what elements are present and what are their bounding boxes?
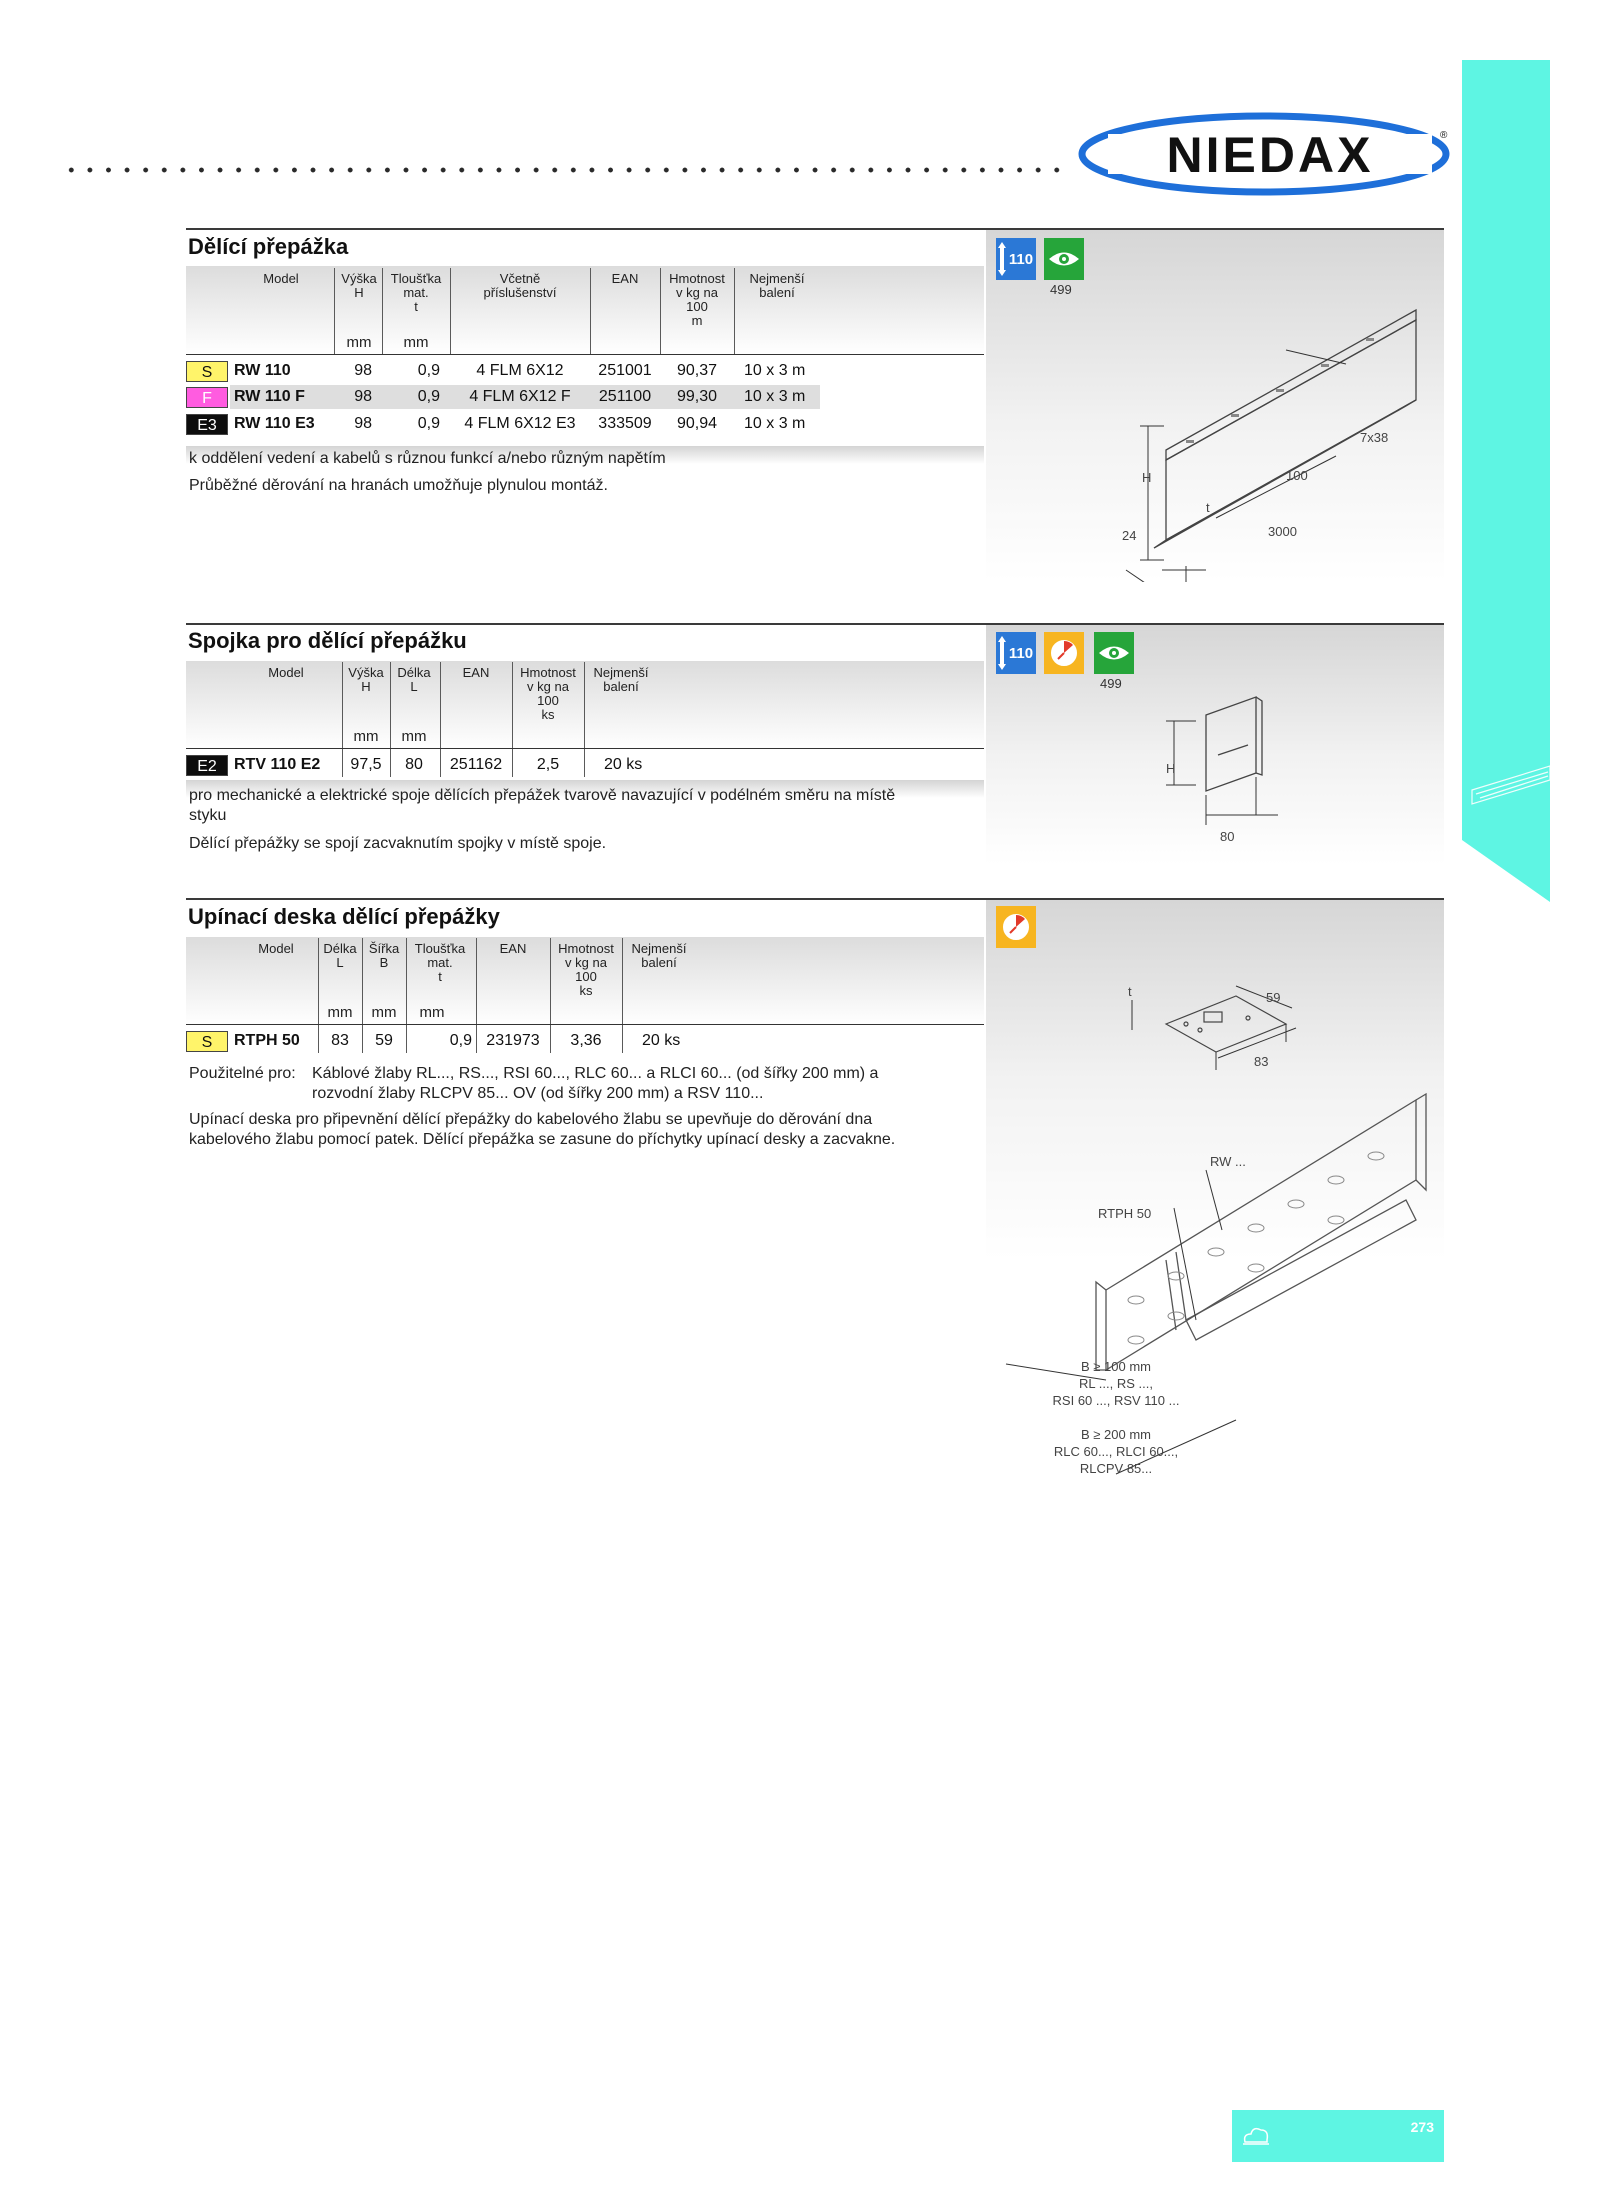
col-separator [590,268,591,354]
col-separator [584,662,585,777]
badge-e2: E2 [186,755,228,776]
dim-width: 100 [1286,468,1308,483]
col-separator [550,938,551,1053]
col-separator [512,662,513,777]
col-t: Tloušťka mat. t [414,941,466,984]
col-separator [476,938,477,1053]
svg-text:®: ® [1440,130,1448,141]
section-title: Spojka pro dělící přepážku [188,628,467,653]
product-drawing-panel [986,900,1444,1500]
col-h: Výška H [348,665,384,694]
col-separator [318,938,319,1053]
col-weight: Hmotnost v kg na 100 m [669,271,725,328]
col-separator [390,662,391,777]
usage-label: Použitelné pro: [189,1065,296,1082]
side-tab [1462,60,1550,902]
page-number-box [1232,2110,1444,2162]
svg-text:110: 110 [1008,645,1034,662]
dim-height: H [1166,761,1176,776]
col-pack: Nejmenší balení [631,941,687,970]
col-separator [406,938,407,1053]
label-b200: B ≥ 200 mm RLC 60..., RLCI 60..., RLCPV 85... [1053,1427,1179,1476]
col-separator [450,268,451,354]
dim-width: 59 [1266,990,1281,1005]
col-h: Výška H [341,271,377,300]
icon-label: 499 [1050,282,1072,297]
section-title: Dělící přepážka [188,234,349,259]
col-accessories: Včetně příslušenství [483,271,557,300]
col-ean: EAN [499,941,527,956]
note-text: kabelového žlabu pomocí patek. Dělící přepážka se zasune do příchytky upínací desky a zacvakne. [189,1131,896,1148]
note-text: styku [189,807,227,824]
dim-thickness: t [1128,984,1132,999]
label-b100: B ≥ 100 mm RL ..., RS ..., RSI 60 ..., RSV 110 ... [1052,1359,1180,1408]
svg-text:110: 110 [1008,251,1034,268]
unit-l: mm [327,1004,353,1021]
col-weight: Hmotnost v kg na 100 ks [520,665,576,722]
note-text: Upínací deska pro připevnění dělící přepážky do kabelového žlabu se upevňuje do děrování dna [189,1111,873,1128]
unit-h: mm [346,334,372,351]
dim-length: 83 [1254,1054,1269,1069]
clock-icon [1044,632,1084,674]
page-number: 273 [1410,2119,1434,2135]
unit-b: mm [371,1004,397,1021]
col-pack: Nejmenší balení [593,665,649,694]
usage-text: rozvodní žlaby RLCPV 85... OV (od šířky 200 mm) a RSV 110... [312,1085,764,1102]
usage-text: Káblové žlaby RL..., RS..., RSI 60..., RLC 60... a RLCI 60... (od šířky 200 mm) a [312,1065,879,1082]
col-ean: EAN [611,271,639,286]
cloud-icon [1241,2122,1271,2148]
dim-perforation: 7x38 [1360,430,1389,445]
col-t: Tloušťka mat. t [390,271,442,314]
col-l: Délka L [323,941,357,970]
table-rule [186,1024,984,1025]
note-text: k oddělení vedení a kabelů s různou funkcí a/nebo různým napětím [189,450,666,467]
section-title: Upínací deska dělící přepážky [188,904,500,929]
label-rtph: RTPH 50 [1098,1206,1152,1221]
dim-lip: 24 [1122,528,1137,543]
eye-icon [1094,632,1134,674]
col-separator [440,662,441,777]
badge-f: F [186,387,228,408]
label-rw: RW ... [1210,1154,1246,1169]
clock-icon [996,906,1036,948]
dim-height: H [1142,470,1152,485]
badge-e3: E3 [186,414,228,435]
dim-length: 3000 [1268,524,1297,539]
eye-icon [1044,238,1084,280]
table-rule [186,354,984,355]
dotted-divider [62,166,1060,174]
logo-text: NIEDAX [1166,127,1374,183]
col-separator [660,268,661,354]
col-separator [342,662,343,777]
icon-label: 499 [1100,676,1122,691]
unit-t: mm [419,1004,445,1021]
clamp-plate-drawing [986,900,1444,1500]
unit-h: mm [353,728,379,745]
col-separator [734,268,735,354]
col-ean: EAN [462,665,490,680]
badge-s: S [186,1031,228,1052]
col-weight: Hmotnost v kg na 100 ks [558,941,614,998]
col-separator [382,268,383,354]
col-separator [334,268,335,354]
dim-thickness: t [1206,500,1210,515]
dim-length: 80 [1220,829,1235,844]
col-model: Model [263,271,299,286]
col-l: Délka L [397,665,431,694]
unit-l: mm [401,728,427,745]
table-rule [186,748,984,749]
note-text: pro mechanické a elektrické spoje dělících přepážek tvarově navazující v podélném směru na místě [189,787,896,804]
col-model: Model [258,941,294,956]
col-pack: Nejmenší balení [749,271,805,300]
note-text: Průběžné děrování na hranách umožňuje plynulou montáž. [189,477,608,494]
col-separator [362,938,363,1053]
col-b: Šířka B [368,941,400,970]
niedax-logo [1078,112,1450,196]
col-model: Model [268,665,304,680]
unit-t: mm [403,334,429,351]
badge-s: S [186,361,228,382]
height-110-icon [996,238,1036,280]
note-text: Dělící přepážky se spojí zacvaknutím spojky v místě spoje. [189,835,607,852]
height-110-icon [996,632,1036,674]
col-separator [622,938,623,1053]
